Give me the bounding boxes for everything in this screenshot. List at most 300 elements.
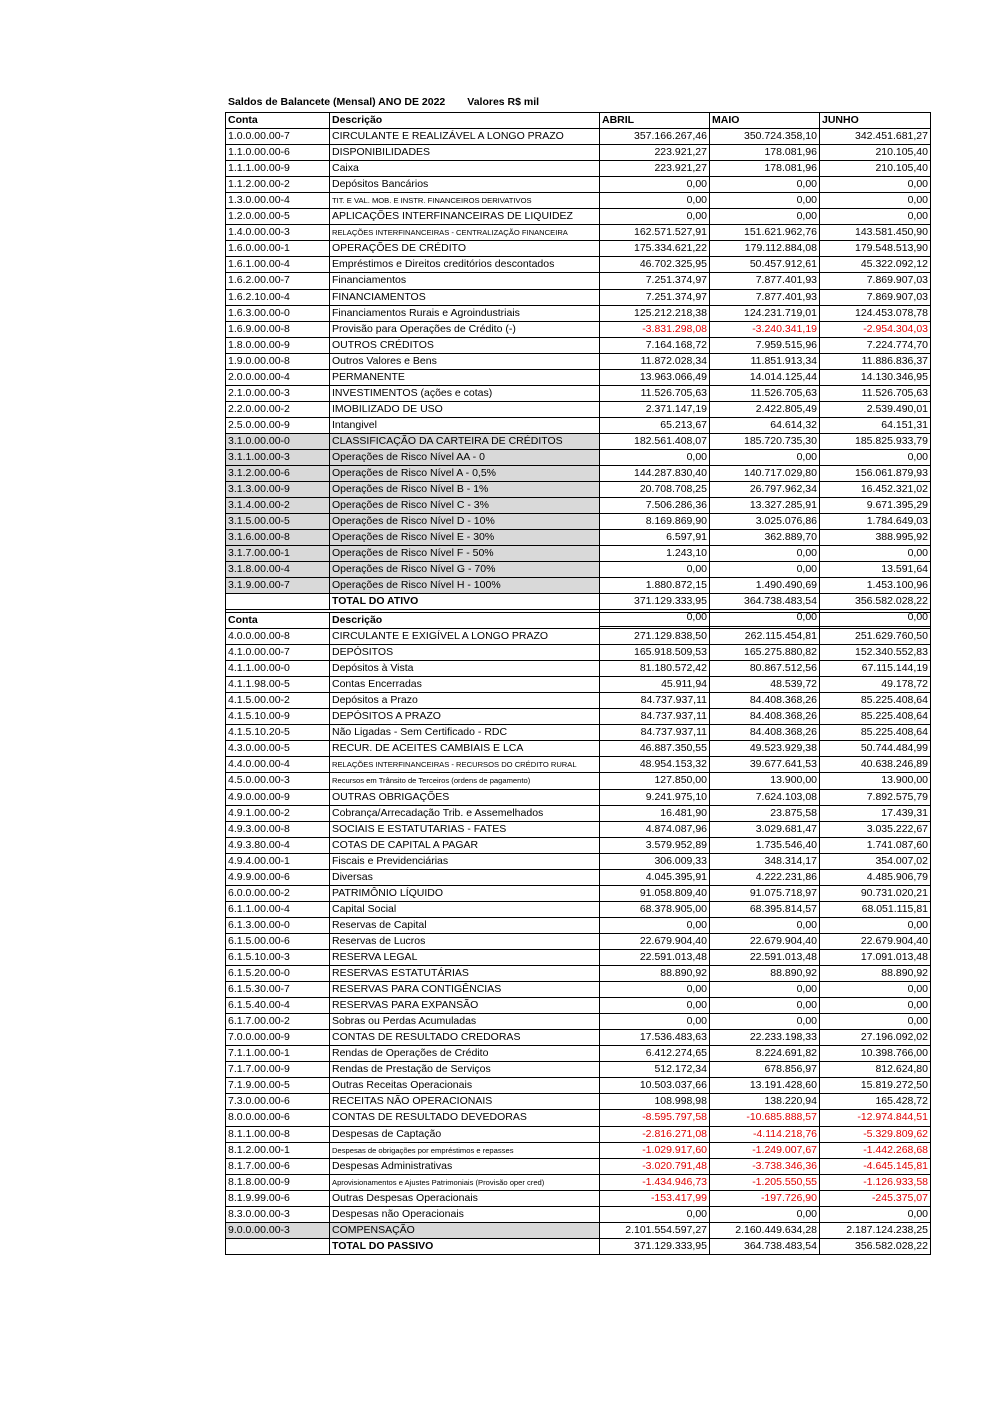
cell-abril: 0,00 <box>600 177 710 193</box>
cell-descricao: RESERVAS ESTATUTÁRIAS <box>330 966 600 982</box>
cell-abril: 17.536.483,63 <box>600 1030 710 1046</box>
cell-abril: 512.172,34 <box>600 1062 710 1078</box>
cell-junho: 85.225.408,64 <box>820 693 931 709</box>
cell-descricao: Despesas de obrigações por empréstimos e repasses <box>330 1142 600 1158</box>
cell-conta: 4.3.0.00.00-5 <box>226 741 330 757</box>
cell-descricao: RESERVAS PARA CONTIGÊNCIAS <box>330 982 600 998</box>
cell-junho: 45.322.092,12 <box>820 257 931 273</box>
table-row <box>226 321 931 337</box>
cell-abril: -3.831.298,08 <box>600 321 710 337</box>
cell-descricao: CLASSIFICAÇÃO DA CARTEIRA DE CRÉDITOS <box>330 433 600 449</box>
cell-abril: 2.101.554.597,27 <box>600 1222 710 1238</box>
cell-maio: 64.614,32 <box>710 417 820 433</box>
table-row <box>226 369 931 385</box>
table-row <box>226 1078 931 1094</box>
table-row <box>226 433 931 449</box>
cell-maio: 178.081,96 <box>710 161 820 177</box>
table-row <box>226 1174 931 1190</box>
header-conta: Conta <box>226 613 330 629</box>
cell-conta: 8.1.8.00.00-9 <box>226 1174 330 1190</box>
cell-junho: 50.744.484,99 <box>820 741 931 757</box>
cell-maio: 262.115.454,81 <box>710 629 820 645</box>
table-row <box>226 821 931 837</box>
cell-junho: 342.451.681,27 <box>820 129 931 145</box>
cell-junho: 14.130.346,95 <box>820 369 931 385</box>
cell-maio: 0,00 <box>710 209 820 225</box>
cell-maio: 140.717.029,80 <box>710 466 820 482</box>
table-row <box>226 885 931 901</box>
cell-maio: 348.314,17 <box>710 853 820 869</box>
cell-maio: 0,00 <box>710 1206 820 1222</box>
cell-descricao: Depósitos Bancários <box>330 177 600 193</box>
cell-maio: 11.526.705,63 <box>710 385 820 401</box>
cell-descricao: CONTAS DE RESULTADO CREDORAS <box>330 1030 600 1046</box>
cell-maio: 1.735.546,40 <box>710 837 820 853</box>
cell-junho: 356.582.028,22 <box>820 594 931 610</box>
cell-maio: 14.014.125,44 <box>710 369 820 385</box>
cell-junho: 10.398.766,00 <box>820 1046 931 1062</box>
cell-abril: 125.212.218,38 <box>600 305 710 321</box>
cell-maio: 48.539,72 <box>710 677 820 693</box>
cell-descricao: FINANCIAMENTOS <box>330 289 600 305</box>
cell-maio: -1.205.550,55 <box>710 1174 820 1190</box>
cell-abril: 65.213,67 <box>600 417 710 433</box>
table-row <box>226 594 931 610</box>
ativo-header-row <box>226 113 931 129</box>
table-row <box>226 1126 931 1142</box>
cell-conta: 6.1.7.00.00-2 <box>226 1014 330 1030</box>
cell-conta: 7.3.0.00.00-6 <box>226 1094 330 1110</box>
cell-junho: 9.671.395,29 <box>820 498 931 514</box>
cell-conta: 1.8.0.00.00-9 <box>226 337 330 353</box>
cell-abril: -3.020.791,48 <box>600 1158 710 1174</box>
cell-abril: 46.702.325,95 <box>600 257 710 273</box>
cell-abril: 3.579.952,89 <box>600 837 710 853</box>
cell-abril: 165.918.509,53 <box>600 645 710 661</box>
cell-abril: 9.241.975,10 <box>600 789 710 805</box>
cell-maio: 39.677.641,53 <box>710 757 820 773</box>
cell-junho: 49.178,72 <box>820 677 931 693</box>
table-row <box>226 966 931 982</box>
cell-abril: -153.417,99 <box>600 1190 710 1206</box>
cell-descricao: Outras Receitas Operacionais <box>330 1078 600 1094</box>
cell-maio: 68.395.814,57 <box>710 901 820 917</box>
cell-junho: 1.741.087,60 <box>820 837 931 853</box>
cell-abril: 2.371.147,19 <box>600 401 710 417</box>
cell-conta: 3.1.1.00.00-3 <box>226 449 330 465</box>
table-row <box>226 578 931 594</box>
cell-abril: 16.481,90 <box>600 805 710 821</box>
cell-conta: 6.1.5.00.00-6 <box>226 933 330 949</box>
cell-junho: 0,00 <box>820 209 931 225</box>
table-row <box>226 901 931 917</box>
table-row <box>226 514 931 530</box>
cell-conta: 8.1.2.00.00-1 <box>226 1142 330 1158</box>
cell-abril: 10.503.037,66 <box>600 1078 710 1094</box>
cell-junho: 22.679.904,40 <box>820 933 931 949</box>
cell-junho: 0,00 <box>820 546 931 562</box>
cell-descricao: Operações de Risco Nível E - 30% <box>330 530 600 546</box>
cell-conta: 2.1.0.00.00-3 <box>226 385 330 401</box>
cell-junho: 1.784.649,03 <box>820 514 931 530</box>
cell-conta: 4.1.0.00.00-7 <box>226 645 330 661</box>
cell-descricao: Sobras ou Perdas Acumuladas <box>330 1014 600 1030</box>
cell-maio: 178.081,96 <box>710 145 820 161</box>
table-row <box>226 1014 931 1030</box>
cell-descricao: COTAS DE CAPITAL A PAGAR <box>330 837 600 853</box>
cell-maio: 50.457.912,61 <box>710 257 820 273</box>
cell-junho: 64.151,31 <box>820 417 931 433</box>
cell-junho: 0,00 <box>820 1014 931 1030</box>
cell-abril: 357.166.267,46 <box>600 129 710 145</box>
cell-abril: 306.009,33 <box>600 853 710 869</box>
table-row <box>226 1222 931 1238</box>
cell-conta: 4.9.3.00.00-8 <box>226 821 330 837</box>
cell-abril: 0,00 <box>600 193 710 209</box>
cell-junho: -12.974.844,51 <box>820 1110 931 1126</box>
cell-junho: -2.954.304,03 <box>820 321 931 337</box>
cell-descricao: Diversas <box>330 869 600 885</box>
cell-descricao: Caixa <box>330 161 600 177</box>
cell-descricao: Despesas Administrativas <box>330 1158 600 1174</box>
cell-junho: 124.453.078,78 <box>820 305 931 321</box>
cell-descricao: DISPONIBILIDADES <box>330 145 600 161</box>
table-row <box>226 693 931 709</box>
table-row <box>226 773 931 789</box>
cell-descricao: TOTAL DO PASSIVO <box>330 1238 600 1254</box>
cell-maio: 26.797.962,34 <box>710 482 820 498</box>
report-title <box>228 96 539 108</box>
cell-abril: 11.872.028,34 <box>600 353 710 369</box>
cell-maio: 2.422.805,49 <box>710 401 820 417</box>
cell-abril: 223.921,27 <box>600 145 710 161</box>
table-row <box>226 257 931 273</box>
cell-abril: -2.816.271,08 <box>600 1126 710 1142</box>
cell-maio: 3.025.076,86 <box>710 514 820 530</box>
cell-conta: 4.1.5.10.20-5 <box>226 725 330 741</box>
cell-junho: 4.485.906,79 <box>820 869 931 885</box>
cell-junho: -245.375,07 <box>820 1190 931 1206</box>
cell-abril: 0,00 <box>600 610 710 626</box>
cell-junho: 27.196.092,02 <box>820 1030 931 1046</box>
table-row <box>226 1110 931 1126</box>
cell-conta: 4.9.3.80.00-4 <box>226 837 330 853</box>
cell-descricao: CIRCULANTE E EXIGÍVEL A LONGO PRAZO <box>330 629 600 645</box>
cell-descricao: Contas Encerradas <box>330 677 600 693</box>
cell-junho: 15.819.272,50 <box>820 1078 931 1094</box>
cell-descricao: Financiamentos <box>330 273 600 289</box>
cell-descricao: Outras Despesas Operacionais <box>330 1190 600 1206</box>
cell-abril: 1.880.872,15 <box>600 578 710 594</box>
cell-descricao: Reservas de Capital <box>330 917 600 933</box>
cell-junho: 0,00 <box>820 449 931 465</box>
cell-abril: 182.561.408,07 <box>600 433 710 449</box>
header-junho: JUNHO <box>820 113 931 129</box>
cell-maio: -197.726,90 <box>710 1190 820 1206</box>
table-row <box>226 449 931 465</box>
cell-junho: 13.591,64 <box>820 562 931 578</box>
cell-junho: 0,00 <box>820 917 931 933</box>
cell-junho: 11.886.836,37 <box>820 353 931 369</box>
cell-conta: 2.0.0.00.00-4 <box>226 369 330 385</box>
header-maio: MAIO <box>710 113 820 129</box>
cell-maio: 7.877.401,93 <box>710 273 820 289</box>
cell-junho: -5.329.809,62 <box>820 1126 931 1142</box>
cell-maio: 11.851.913,34 <box>710 353 820 369</box>
table-row <box>226 933 931 949</box>
cell-junho: 2.187.124.238,25 <box>820 1222 931 1238</box>
cell-maio: 88.890,92 <box>710 966 820 982</box>
cell-abril: 6.412.274,65 <box>600 1046 710 1062</box>
cell-maio: 7.959.515,96 <box>710 337 820 353</box>
cell-descricao: RECUR. DE ACEITES CAMBIAIS E LCA <box>330 741 600 757</box>
cell-conta: 4.1.5.00.00-2 <box>226 693 330 709</box>
cell-conta: 1.1.0.00.00-6 <box>226 145 330 161</box>
table-row <box>226 1046 931 1062</box>
table-row <box>226 562 931 578</box>
cell-conta: 4.0.0.00.00-8 <box>226 629 330 645</box>
cell-conta: 1.1.1.00.00-9 <box>226 161 330 177</box>
cell-maio: 185.720.735,30 <box>710 433 820 449</box>
cell-junho: 812.624,80 <box>820 1062 931 1078</box>
table-row <box>226 466 931 482</box>
cell-abril: 7.506.286,36 <box>600 498 710 514</box>
cell-conta: 1.4.0.00.00-3 <box>226 225 330 241</box>
cell-abril: 11.526.705,63 <box>600 385 710 401</box>
cell-descricao: Operações de Risco Nível B - 1% <box>330 482 600 498</box>
passivo-header-row <box>226 613 931 629</box>
table-row <box>226 546 931 562</box>
cell-abril: 0,00 <box>600 562 710 578</box>
table-row <box>226 337 931 353</box>
cell-abril: 4.874.087,96 <box>600 821 710 837</box>
cell-conta: 1.6.0.00.00-1 <box>226 241 330 257</box>
cell-descricao: OPERAÇÕES DE CRÉDITO <box>330 241 600 257</box>
cell-conta: 1.6.1.00.00-4 <box>226 257 330 273</box>
cell-abril: 371.129.333,95 <box>600 594 710 610</box>
cell-maio: 22.233.198,33 <box>710 1030 820 1046</box>
cell-junho: 165.428,72 <box>820 1094 931 1110</box>
cell-conta: 3.1.4.00.00-2 <box>226 498 330 514</box>
cell-conta: 4.9.0.00.00-9 <box>226 789 330 805</box>
cell-junho: 179.548.513,90 <box>820 241 931 257</box>
cell-junho: 0,00 <box>820 177 931 193</box>
cell-descricao: Rendas de Prestação de Serviços <box>330 1062 600 1078</box>
cell-maio: -3.738.346,36 <box>710 1158 820 1174</box>
cell-maio: 49.523.929,38 <box>710 741 820 757</box>
cell-maio: 0,00 <box>710 449 820 465</box>
cell-abril: 84.737.937,11 <box>600 693 710 709</box>
cell-conta <box>226 1238 330 1254</box>
cell-descricao: OUTROS CRÉDITOS <box>330 337 600 353</box>
cell-abril: 91.058.809,40 <box>600 885 710 901</box>
cell-abril: 162.571.527,91 <box>600 225 710 241</box>
cell-descricao: RELAÇÕES INTERFINANCEIRAS - CENTRALIZAÇÃO FINANCEIRA <box>330 225 600 241</box>
cell-descricao: OUTRAS OBRIGAÇÕES <box>330 789 600 805</box>
cell-descricao: CIRCULANTE E REALIZÁVEL A LONGO PRAZO <box>330 129 600 145</box>
cell-conta: 3.1.2.00.00-6 <box>226 466 330 482</box>
cell-conta: 4.4.0.00.00-4 <box>226 757 330 773</box>
cell-conta: 7.0.0.00.00-9 <box>226 1030 330 1046</box>
cell-junho: 356.582.028,22 <box>820 1238 931 1254</box>
cell-descricao: Operações de Risco Nível D - 10% <box>330 514 600 530</box>
cell-maio: 0,00 <box>710 998 820 1014</box>
header-descricao: Descrição <box>330 113 600 129</box>
cell-conta: 3.1.3.00.00-9 <box>226 482 330 498</box>
cell-maio: 4.222.231,86 <box>710 869 820 885</box>
cell-junho: 7.869.907,03 <box>820 273 931 289</box>
cell-maio: 3.029.681,47 <box>710 821 820 837</box>
cell-maio: 0,00 <box>710 177 820 193</box>
cell-abril: 0,00 <box>600 982 710 998</box>
table-row <box>226 193 931 209</box>
cell-maio: 13.900,00 <box>710 773 820 789</box>
cell-junho: 7.224.774,70 <box>820 337 931 353</box>
table-row <box>226 725 931 741</box>
table-row <box>226 998 931 1014</box>
cell-abril: 81.180.572,42 <box>600 661 710 677</box>
cell-conta: 6.1.1.00.00-4 <box>226 901 330 917</box>
cell-descricao: DEPÓSITOS A PRAZO <box>330 709 600 725</box>
table-row <box>226 1062 931 1078</box>
cell-descricao: Depósitos a Prazo <box>330 693 600 709</box>
cell-maio: 22.591.013,48 <box>710 949 820 965</box>
cell-maio: -1.249.007,67 <box>710 1142 820 1158</box>
cell-conta: 8.0.0.00.00-6 <box>226 1110 330 1126</box>
cell-abril: 22.591.013,48 <box>600 949 710 965</box>
cell-abril: 108.998,98 <box>600 1094 710 1110</box>
table-row <box>226 629 931 645</box>
cell-conta: 7.1.1.00.00-1 <box>226 1046 330 1062</box>
cell-descricao: Capital Social <box>330 901 600 917</box>
cell-descricao: PERMANENTE <box>330 369 600 385</box>
cell-junho: 17.091.013,48 <box>820 949 931 965</box>
cell-junho: 388.995,92 <box>820 530 931 546</box>
cell-junho: 354.007,02 <box>820 853 931 869</box>
cell-abril: -1.029.917,60 <box>600 1142 710 1158</box>
cell-abril: 0,00 <box>600 998 710 1014</box>
cell-conta: 6.1.5.20.00-0 <box>226 966 330 982</box>
table-row <box>226 241 931 257</box>
cell-conta: 8.3.0.00.00-3 <box>226 1206 330 1222</box>
cell-abril: -1.434.946,73 <box>600 1174 710 1190</box>
cell-abril: 1.243,10 <box>600 546 710 562</box>
table-row <box>226 289 931 305</box>
cell-conta: 3.1.7.00.00-1 <box>226 546 330 562</box>
cell-junho: 7.892.575,79 <box>820 789 931 805</box>
cell-abril: 0,00 <box>600 1206 710 1222</box>
table-row <box>226 161 931 177</box>
cell-maio: 7.624.103,08 <box>710 789 820 805</box>
table-row <box>226 530 931 546</box>
cell-conta: 4.5.0.00.00-3 <box>226 773 330 789</box>
table-row <box>226 225 931 241</box>
cell-descricao: Rendas de Operações de Crédito <box>330 1046 600 1062</box>
cell-conta: 1.0.0.00.00-7 <box>226 129 330 145</box>
cell-descricao: COMPENSAÇÃO <box>330 1222 600 1238</box>
cell-conta: 3.1.8.00.00-4 <box>226 562 330 578</box>
table-row <box>226 917 931 933</box>
cell-abril: 7.164.168,72 <box>600 337 710 353</box>
cell-maio: 362.889,70 <box>710 530 820 546</box>
table-row <box>226 949 931 965</box>
header-conta: Conta <box>226 113 330 129</box>
cell-descricao: Operações de Risco Nível F - 50% <box>330 546 600 562</box>
cell-maio: 364.738.483,54 <box>710 594 820 610</box>
cell-abril: 127.850,00 <box>600 773 710 789</box>
cell-conta: 7.1.7.00.00-9 <box>226 1062 330 1078</box>
cell-descricao: Recursos em Trânsito de Terceiros (ordens de pagamento) <box>330 773 600 789</box>
cell-abril: 175.334.621,22 <box>600 241 710 257</box>
cell-maio: 23.875,58 <box>710 805 820 821</box>
header-junho-blank <box>820 613 931 629</box>
table-row <box>226 1190 931 1206</box>
table-row <box>226 209 931 225</box>
cell-conta: 9.0.0.00.00-3 <box>226 1222 330 1238</box>
cell-conta: 4.9.1.00.00-2 <box>226 805 330 821</box>
cell-maio: 0,00 <box>710 562 820 578</box>
table-row <box>226 645 931 661</box>
cell-descricao: Empréstimos e Direitos creditórios descontados <box>330 257 600 273</box>
table-row <box>226 145 931 161</box>
cell-maio: 179.112.884,08 <box>710 241 820 257</box>
cell-descricao: Aprovisionamentos e Ajustes Patrimoniais (Provisão oper cred) <box>330 1174 600 1190</box>
cell-maio: 165.275.880,82 <box>710 645 820 661</box>
table-row <box>226 305 931 321</box>
cell-conta: 6.1.5.40.00-4 <box>226 998 330 1014</box>
cell-junho: 67.115.144,19 <box>820 661 931 677</box>
cell-conta: 1.2.0.00.00-5 <box>226 209 330 225</box>
cell-conta: 2.5.0.00.00-9 <box>226 417 330 433</box>
cell-conta: 3.1.0.00.00-0 <box>226 433 330 449</box>
cell-maio: 0,00 <box>710 1014 820 1030</box>
cell-abril: 271.129.838,50 <box>600 629 710 645</box>
cell-conta: 6.1.5.30.00-7 <box>226 982 330 998</box>
cell-maio: 0,00 <box>710 982 820 998</box>
cell-maio: 7.877.401,93 <box>710 289 820 305</box>
cell-descricao: TOTAL DO ATIVO <box>330 594 600 610</box>
cell-descricao: Despesas de Captação <box>330 1126 600 1142</box>
cell-junho: 143.581.450,90 <box>820 225 931 241</box>
ativo-table <box>225 112 931 627</box>
cell-junho: 88.890,92 <box>820 966 931 982</box>
cell-conta: 6.1.5.10.00-3 <box>226 949 330 965</box>
table-row <box>226 853 931 869</box>
cell-maio: 84.408.368,26 <box>710 725 820 741</box>
cell-descricao: Reservas de Lucros <box>330 933 600 949</box>
table-row <box>226 1206 931 1222</box>
table-row <box>226 129 931 145</box>
cell-conta: 3.1.6.00.00-8 <box>226 530 330 546</box>
cell-descricao: Intangivel <box>330 417 600 433</box>
cell-junho: 1.453.100,96 <box>820 578 931 594</box>
cell-abril: 223.921,27 <box>600 161 710 177</box>
cell-maio: 0,00 <box>710 917 820 933</box>
cell-abril: 20.708.708,25 <box>600 482 710 498</box>
cell-conta: 4.9.4.00.00-1 <box>226 853 330 869</box>
cell-junho: 210.105,40 <box>820 161 931 177</box>
cell-junho: 185.825.933,79 <box>820 433 931 449</box>
cell-junho: 13.900,00 <box>820 773 931 789</box>
cell-maio: -10.685.888,57 <box>710 1110 820 1126</box>
cell-conta: 1.3.0.00.00-4 <box>226 193 330 209</box>
cell-junho: 7.869.907,03 <box>820 289 931 305</box>
cell-junho: 16.452.321,02 <box>820 482 931 498</box>
cell-descricao: Fiscais e Previdenciárias <box>330 853 600 869</box>
cell-junho: -1.126.933,58 <box>820 1174 931 1190</box>
cell-abril: 4.045.395,91 <box>600 869 710 885</box>
cell-maio: 22.679.904,40 <box>710 933 820 949</box>
